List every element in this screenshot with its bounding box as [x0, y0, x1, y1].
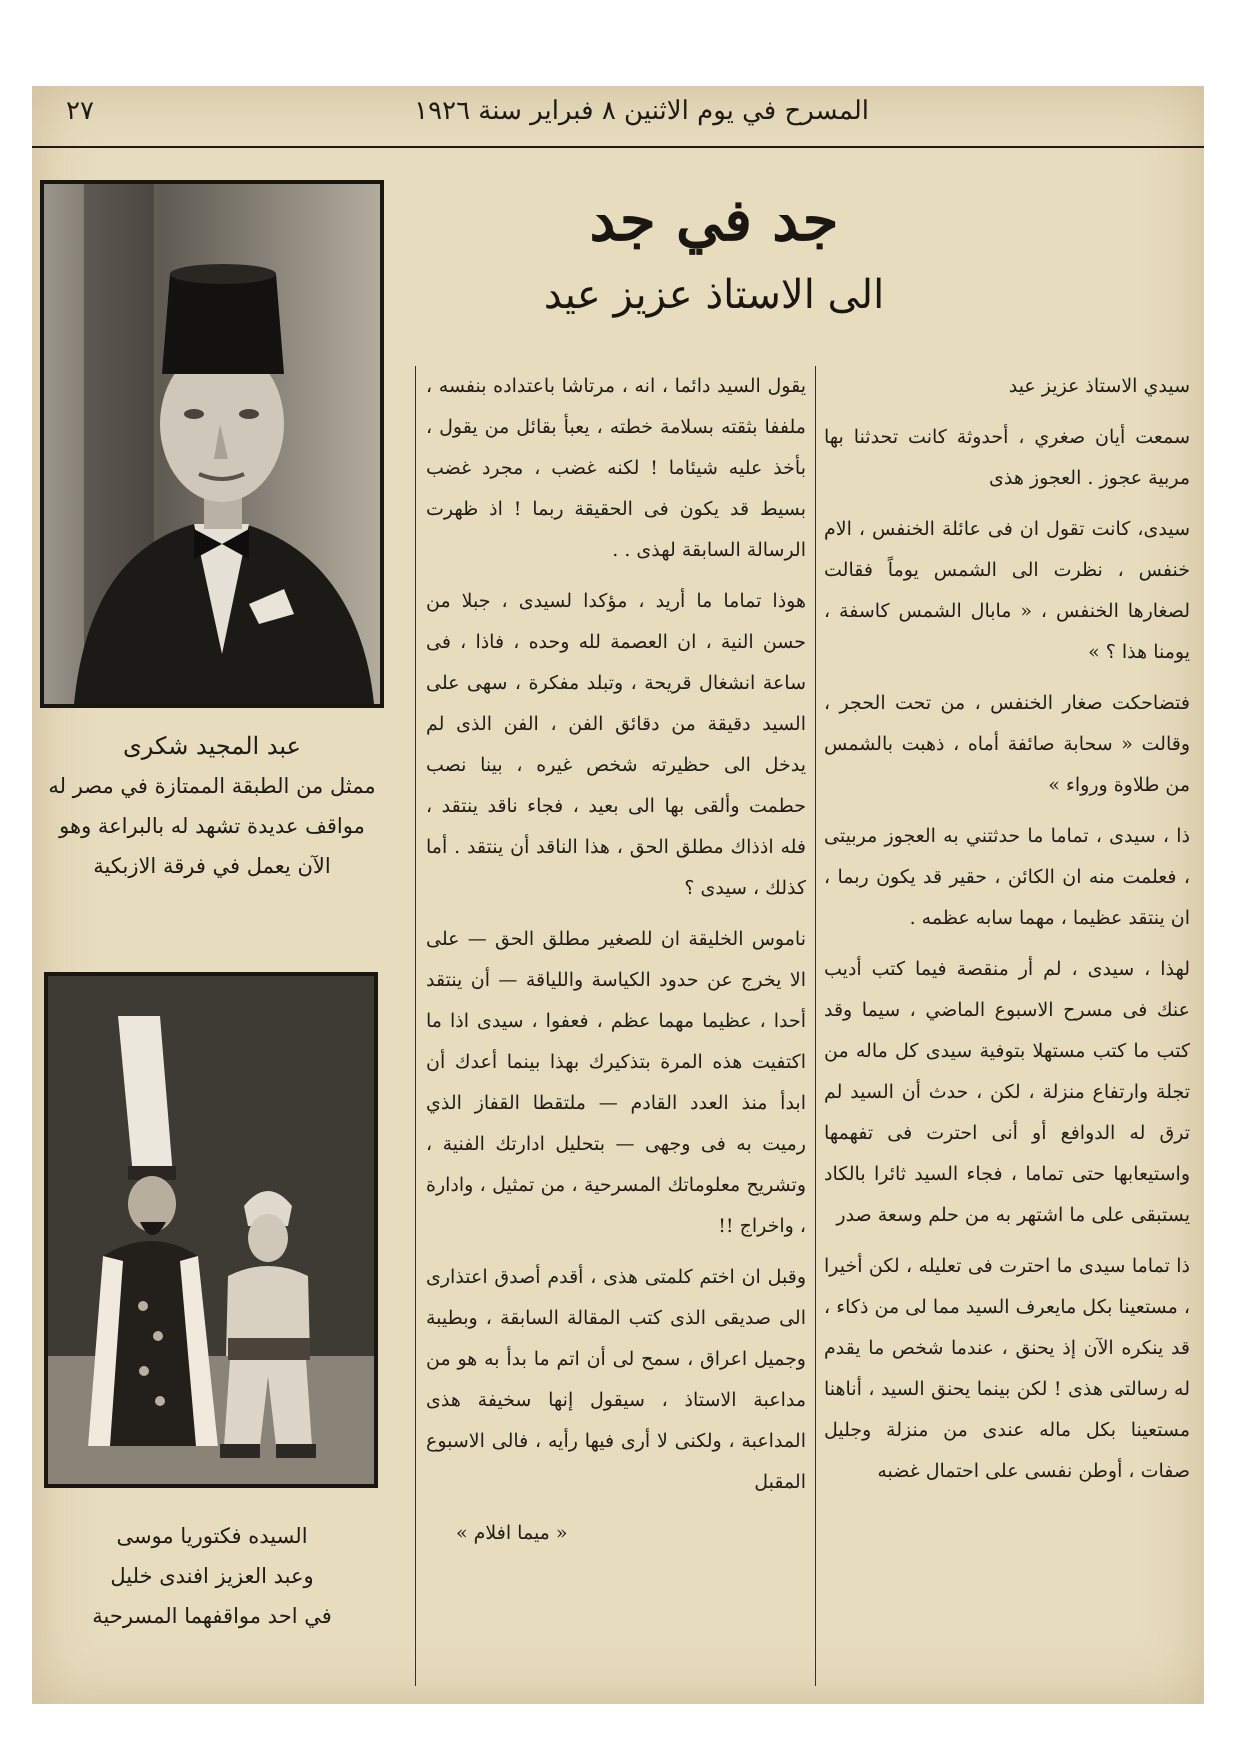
paragraph: وقبل ان اختم كلمتى هذى ، أقدم أصدق اعتذارى الى صديقى الذى كتب المقالة السابقة ، وبطيبة وجميل اعراق ، سمح لى أن اتم ما بدأ به هو من مداعبة الاستاذ ، سيقول إنها سخيفة هذى المداعبة ، ولكنى لا أرى فيها رأيه ، فالى الاسبوع المقبل: [426, 1266, 806, 1493]
paragraph: سمعت أيان صغري ، أحدوثة كانت تحدثنا بها مربية عجوز . العجوز هذى: [824, 426, 1190, 489]
paragraph: ناموس الخليقة ان للصغير مطلق الحق — على الا يخرج عن حدود الكياسة واللياقة — أن ينتقد أحدا ، عظيما مهما عظم ، فعفوا ، سيدى اذا ما اكتفيت هذه المرة بتذكيرك بهذا بينما أعدك أن ابدأ منذ العدد القادم — ملتقطا القفاز الذي رميت به فى وجهى — بتحليل ادارتك الفنية ، وتشريح معلوماتك المسرحية ، من تمثيل ، وادارة ، واخراج !!: [426, 928, 806, 1237]
stage-caption: [32, 1516, 392, 1636]
caption-name: عبد المجيد شكرى: [123, 732, 301, 760]
portrait-illustration: [44, 184, 380, 704]
stage-illustration: [48, 976, 374, 1484]
paragraph: ذا ، سيدى ، تماما ما حدثتني به العجوز مربيتى ، فعلمت منه ان الكائن ، حقير قد يكون ربما ، ان ينتقد عظيما ، مهما سابه عظمه .: [824, 825, 1190, 929]
stage-photo: [44, 972, 378, 1488]
caption-line: الآن يعمل في فرقة الازبكية: [93, 854, 331, 878]
caption-line: وعبد العزيز افندى خليل: [110, 1564, 314, 1588]
paragraph: سيدي الاستاذ عزيز عيد: [1008, 375, 1190, 397]
caption-line: مواقف عديدة تشهد له بالبراعة وهو: [59, 814, 365, 838]
portrait-caption: [32, 726, 392, 886]
paragraph: هوذا تماما ما أريد ، مؤكدا لسيدى ، جبلا من حسن النية ، ان العصمة لله وحده ، فاذا ، فى ساعة انشغال قريحة ، وتبلد مفكرة ، سهى على السيد دقيقة من دقائق الفن ، الفن الذى لم يدخل الى حظيرته شخص غيره ، بينا نصب حطمت وألقى بها الى بعيد ، فجاء ناقد ينتقد ، فله اذذاك مطلق الحق ، هذا الناقد أن ينتقد . أما كذلك ، سيدى ؟: [426, 590, 806, 899]
column-divider: [815, 366, 816, 1686]
header-rule: [32, 146, 1204, 148]
header-title: المسرح في يوم الاثنين ٨ فبراير سنة ١٩٢٦: [414, 96, 869, 126]
article-column-middle: [426, 366, 806, 1696]
article-column-right: [824, 366, 1190, 1696]
page-header: [32, 86, 1204, 144]
article-title: جد في جد: [589, 186, 839, 254]
paragraph: سيدى، كانت تقول ان فى عائلة الخنفس ، الام خنفس ، نظرت الى الشمس يوماً فقالت لصغارها الخنفس ، « مابال الشمس كاسفة ، يومنا هذا ؟ »: [824, 518, 1190, 663]
column-divider: [415, 366, 416, 1686]
newspaper-page: [32, 86, 1204, 1704]
page-number: ٢٧: [66, 96, 94, 126]
paragraph: لهذا ، سيدى ، لم أر منقصة فيما كتب أديب عنك فى مسرح الاسبوع الماضي ، سيما وقد كتب ما كتب مستهلا بتوفية سيدى كل ماله من تجلة وارتفاع منزلة ، لكن ، حدث أن السيد لم ترق له الدوافع أو أنى احترت فى تفهمها واستيعابها حتى تماما ، فجاء السيد ثائرا بالكاد يستبقى على ما اشتهر به من حلم وسعة صدر: [824, 958, 1190, 1226]
paragraph: فتضاحكت صغار الخنفس ، من تحت الحجر ، وقالت « سحابة صائفة أماه ، ذهبت بالشمس من طلاوة ورواء »: [824, 692, 1190, 796]
caption-line: السيده فكتوريا موسى: [116, 1524, 308, 1548]
article-signature: « ميما افلام »: [456, 1522, 568, 1544]
caption-line: ممثل من الطبقة الممتازة في مصر له: [48, 774, 376, 798]
paragraph: ذا تماما سيدى ما احترت فى تعليله ، لكن أخيرا ، مستعينا بكل مايعرف السيد مما لى من ذكاء ، قد ينكره الآن إذ يحنق ، عندما شخص ما يقدم له رسالتى هذى ! لكن بينما يحنق السيد ، أناهنا مستعينا بكل ماله عندى من منزلة وجليل صفات ، أوطن نفسى على احتمال غضبه: [824, 1255, 1190, 1482]
portrait-photo: [40, 180, 384, 708]
paragraph: يقول السيد دائما ، انه ، مرتاشا باعتداده بنفسه ، ملففا بثقته بسلامة خطته ، يعبأ بقائل من يقول ، بأخذ عليه شيئاما ! لكنه غضب ، مجرد غضب بسيط قد يكون فى الحقيقة ربما ! اذ ظهرت الرسالة السابقة لهذى . .: [426, 375, 806, 561]
article-subtitle: الى الاستاذ عزيز عيد: [543, 272, 885, 318]
caption-line: في احد مواقفهما المسرحية: [92, 1604, 332, 1628]
